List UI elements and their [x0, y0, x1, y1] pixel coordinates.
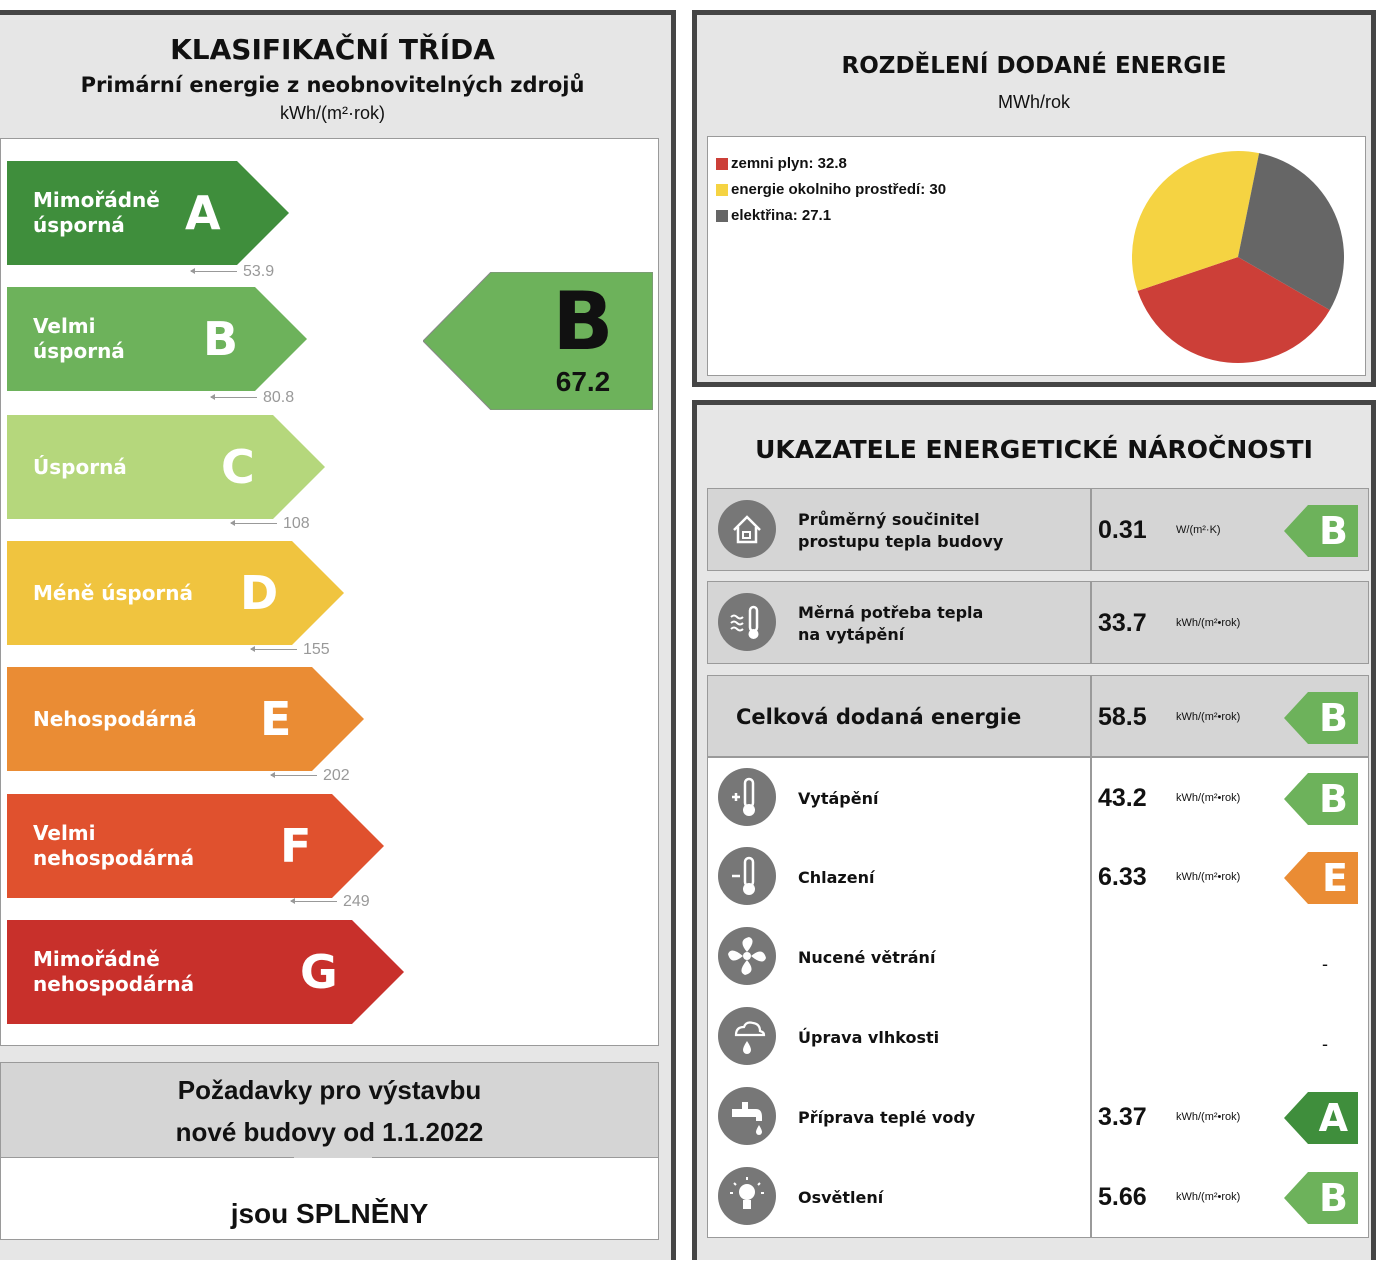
classification-title: KLASIFIKAČNÍ TŘÍDA — [170, 33, 495, 66]
requirements-line-1: Požadavky pro výstavbu — [177, 1075, 482, 1105]
indicator-value: 33.7 — [1098, 609, 1147, 637]
class-threshold: 80.8 — [211, 389, 294, 407]
legend-entry: zemni plyn: 32.8 — [716, 151, 946, 177]
classification-panel — [0, 10, 676, 1260]
arrow-left-icon — [211, 397, 257, 398]
heating-thermometer-icon — [718, 593, 776, 651]
indicator-row — [707, 581, 1369, 664]
class-arrow-g — [7, 920, 404, 1024]
performance-indicators-panel — [692, 400, 1376, 1260]
arrow-left-icon — [251, 649, 297, 650]
indicator-row — [707, 837, 1369, 918]
class-label: Velmi úsporná — [33, 314, 125, 363]
indicator-label: Průměrný součinitel prostupu tepla budovy — [798, 510, 1004, 551]
indicator-row — [707, 757, 1369, 838]
indicator-unit: kWh/(m²•rok) — [1176, 711, 1241, 723]
indicator-value: 58.5 — [1098, 703, 1147, 731]
column-divider — [1090, 489, 1092, 570]
indicator-label: Chlazení — [798, 868, 875, 887]
column-divider — [1090, 997, 1092, 1077]
class-letter: A — [185, 186, 221, 240]
class-threshold: 155 — [251, 641, 330, 659]
fan-icon — [718, 927, 776, 985]
class-threshold: 53.9 — [191, 263, 274, 281]
legend-entry: elektřina: 27.1 — [716, 203, 946, 229]
indicator-label: Celková dodaná energie — [736, 705, 1022, 729]
class-badge-b: B — [1284, 505, 1358, 557]
arrow-left-icon — [191, 271, 237, 272]
light-bulb-icon — [718, 1167, 776, 1225]
requirements-box — [0, 1062, 659, 1262]
distribution-chart-box — [707, 136, 1366, 376]
classification-unit: kWh/(m²·rok) — [280, 103, 385, 123]
legend-swatch — [716, 210, 728, 222]
class-badge-a: A — [1284, 1092, 1358, 1144]
class-scale-box — [0, 138, 659, 1046]
building-class-value: 67.2 — [555, 366, 611, 397]
building-class-letter: B — [552, 275, 614, 368]
legend-swatch — [716, 158, 728, 170]
indicator-label: Osvětlení — [798, 1188, 884, 1207]
indicator-unit: kWh/(m²•rok) — [1176, 792, 1241, 804]
requirements-result-box — [0, 1158, 659, 1240]
indicator-label: Vytápění — [798, 789, 879, 808]
indicator-value: 3.37 — [1098, 1103, 1147, 1131]
indicator-row — [707, 1157, 1369, 1238]
class-label: Mimořádně úsporná — [33, 188, 160, 237]
indicator-label: Nucené větrání — [798, 948, 936, 967]
requirements-line-2: nové budovy od 1.1.2022 — [175, 1117, 484, 1147]
class-label: Velmi nehospodárná — [33, 821, 195, 870]
class-letter: E — [260, 692, 292, 746]
class-threshold: 108 — [231, 515, 310, 533]
indicator-row — [707, 1077, 1369, 1158]
indicator-label: Měrná potřeba tepla na vytápění — [798, 603, 984, 644]
column-divider — [1090, 582, 1092, 663]
class-letter: D — [240, 566, 279, 620]
indicator-value: 6.33 — [1098, 863, 1147, 891]
indicator-row — [707, 997, 1369, 1078]
indicator-label: Úprava vlhkosti — [798, 1028, 940, 1047]
indicator-value: 0.31 — [1098, 516, 1147, 544]
column-divider — [1090, 1077, 1092, 1157]
indicator-value: 5.66 — [1098, 1183, 1147, 1211]
no-value-dash: - — [1322, 954, 1328, 974]
class-arrow-c — [7, 415, 325, 519]
classification-subtitle: Primární energie z neobnovitelných zdrojů — [80, 73, 585, 97]
chart-legend — [716, 151, 946, 229]
class-arrow-b — [7, 287, 307, 391]
indicator-row — [707, 917, 1369, 998]
class-label: Méně úsporná — [33, 580, 194, 605]
class-arrow-e — [7, 667, 364, 771]
indicator-unit: kWh/(m²•rok) — [1176, 1191, 1241, 1203]
water-tap-icon — [718, 1087, 776, 1145]
class-label: Úsporná — [33, 454, 127, 479]
class-badge-b: B — [1284, 1172, 1358, 1224]
indicator-unit: kWh/(m²•rok) — [1176, 1111, 1241, 1123]
class-letter: C — [221, 440, 255, 494]
class-badge-b: B — [1284, 692, 1358, 744]
column-divider — [1090, 837, 1092, 917]
class-badge-b: B — [1284, 773, 1358, 825]
arrow-left-icon — [231, 523, 277, 524]
column-divider — [1090, 917, 1092, 997]
class-arrow-d — [7, 541, 344, 645]
thermometer-minus-icon — [718, 847, 776, 905]
energy-distribution-panel — [692, 10, 1376, 387]
column-divider — [1090, 758, 1092, 837]
class-threshold: 202 — [271, 767, 350, 785]
distribution-unit: MWh/rok — [998, 92, 1070, 112]
no-value-dash: - — [1322, 1034, 1328, 1054]
indicator-row — [707, 675, 1369, 757]
indicators-title: UKAZATELE ENERGETICKÉ NÁROČNOSTI — [755, 435, 1313, 464]
class-letter: G — [300, 945, 338, 999]
legend-swatch — [716, 184, 728, 196]
indicator-label: Příprava teplé vody — [798, 1108, 976, 1127]
class-arrow-f — [7, 794, 384, 898]
class-label: Nehospodárná — [33, 706, 197, 731]
column-divider — [1090, 676, 1092, 756]
class-arrow-a — [7, 161, 289, 265]
class-letter: F — [280, 819, 312, 873]
column-divider — [1090, 1157, 1092, 1237]
requirements-header — [0, 1062, 659, 1158]
arrow-left-icon — [291, 901, 337, 902]
indicator-unit: W/(m²·K) — [1176, 524, 1221, 536]
indicator-value: 43.2 — [1098, 784, 1147, 812]
building-class-indicator — [423, 272, 653, 410]
indicator-unit: kWh/(m²•rok) — [1176, 617, 1241, 629]
distribution-title: ROZDĚLENÍ DODANÉ ENERGIE — [841, 53, 1227, 79]
indicator-unit: kWh/(m²•rok) — [1176, 871, 1241, 883]
arrow-left-icon — [271, 775, 317, 776]
humidity-icon — [718, 1007, 776, 1065]
class-letter: B — [203, 312, 239, 366]
class-threshold: 249 — [291, 893, 370, 911]
class-badge-e: E — [1284, 852, 1358, 904]
indicator-row — [707, 488, 1369, 571]
thermometer-plus-icon — [718, 768, 776, 826]
energy-pie-chart — [1118, 137, 1358, 377]
class-label: Mimořádně nehospodárná — [33, 947, 195, 996]
requirements-status: jsou SPLNĚNY — [230, 1198, 429, 1229]
legend-entry: energie okolniho prostředí: 30 — [716, 177, 946, 203]
house-icon — [718, 500, 776, 558]
